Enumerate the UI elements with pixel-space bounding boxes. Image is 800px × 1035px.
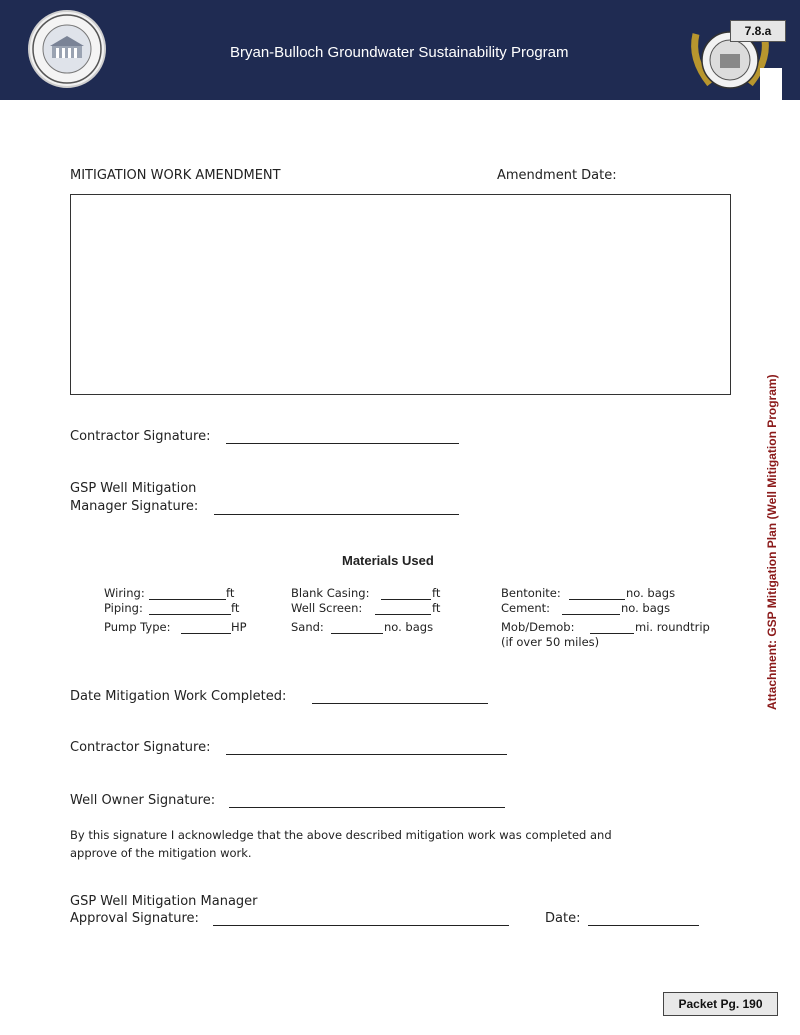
well-screen-label: Well Screen: bbox=[291, 601, 363, 615]
sand-line[interactable] bbox=[331, 633, 383, 634]
bentonite-label: Bentonite: bbox=[501, 586, 561, 600]
blank-casing-label: Blank Casing: bbox=[291, 586, 370, 600]
well-owner-signature-label: Well Owner Signature: bbox=[70, 793, 216, 808]
acknowledgement-line-2: approve of the mitigation work. bbox=[70, 846, 252, 860]
wiring-label: Wiring: bbox=[104, 586, 145, 600]
pump-type-line[interactable] bbox=[181, 633, 231, 634]
blank-casing-line[interactable] bbox=[381, 599, 431, 600]
mob-demob-unit: mi. roundtrip bbox=[635, 620, 710, 634]
well-screen-unit: ft bbox=[432, 601, 441, 615]
mob-demob-label: Mob/Demob: bbox=[501, 620, 575, 634]
attachment-badge: 7.8.a bbox=[730, 20, 786, 42]
contractor-signature-2-label: Contractor Signature: bbox=[70, 740, 211, 755]
bentonite-unit: no. bags bbox=[626, 586, 676, 600]
approval-date-line[interactable] bbox=[588, 925, 699, 926]
materials-title: Materials Used bbox=[342, 553, 434, 568]
piping-unit: ft bbox=[231, 601, 240, 615]
amendment-date-label: Amendment Date: bbox=[497, 168, 617, 183]
piping-line[interactable] bbox=[149, 614, 231, 615]
approval-label-1: GSP Well Mitigation Manager bbox=[70, 894, 258, 909]
well-owner-signature-line[interactable] bbox=[229, 807, 505, 808]
date-label: Date: bbox=[545, 911, 581, 926]
header-title: Bryan-Bulloch Groundwater Sustainability Program bbox=[230, 44, 569, 61]
cement-label: Cement: bbox=[501, 601, 551, 615]
well-screen-line[interactable] bbox=[375, 614, 431, 615]
sand-unit: no. bags bbox=[384, 620, 434, 634]
bentonite-line[interactable] bbox=[569, 599, 625, 600]
acknowledgement-line-1: By this signature I acknowledge that the above described mitigation work was completed and bbox=[70, 828, 612, 842]
bryan-county-seal-icon bbox=[28, 10, 106, 88]
side-attachment-text: Attachment: GSP Mitigation Plan (Well Mitigation Program) bbox=[765, 374, 779, 710]
approval-label-2: Approval Signature: bbox=[70, 911, 199, 926]
mob-demob-note: (if over 50 miles) bbox=[501, 635, 600, 649]
piping-label: Piping: bbox=[104, 601, 143, 615]
wiring-unit: ft bbox=[226, 586, 235, 600]
sand-label: Sand: bbox=[291, 620, 324, 634]
wiring-line[interactable] bbox=[149, 599, 226, 600]
header-tab bbox=[760, 68, 782, 100]
cement-line[interactable] bbox=[562, 614, 620, 615]
date-completed-label: Date Mitigation Work Completed: bbox=[70, 689, 287, 704]
amendment-text-box[interactable] bbox=[70, 194, 731, 395]
gsp-manager-signature-line[interactable] bbox=[214, 514, 459, 515]
gsp-manager-label-2: Manager Signature: bbox=[70, 499, 199, 514]
blank-casing-unit: ft bbox=[432, 586, 441, 600]
pump-type-label: Pump Type: bbox=[104, 620, 171, 634]
gsp-manager-label-1: GSP Well Mitigation bbox=[70, 481, 197, 496]
mob-demob-line[interactable] bbox=[590, 633, 634, 634]
contractor-signature-label: Contractor Signature: bbox=[70, 429, 211, 444]
pump-unit: HP bbox=[231, 620, 247, 634]
contractor-signature-2-line[interactable] bbox=[226, 754, 507, 755]
packet-page-badge: Packet Pg. 190 bbox=[663, 992, 778, 1016]
page-header bbox=[0, 0, 800, 100]
form-heading: MITIGATION WORK AMENDMENT bbox=[70, 168, 281, 183]
approval-signature-line[interactable] bbox=[213, 925, 509, 926]
cement-unit: no. bags bbox=[621, 601, 671, 615]
date-completed-line[interactable] bbox=[312, 703, 488, 704]
contractor-signature-line[interactable] bbox=[226, 443, 459, 444]
